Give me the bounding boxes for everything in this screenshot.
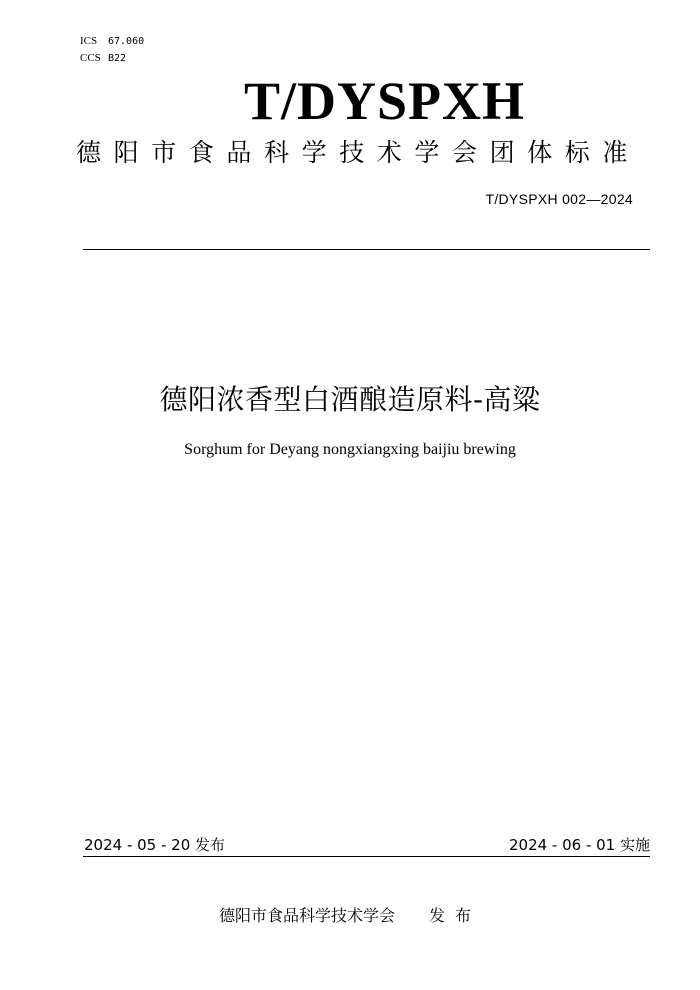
ccs-row — [80, 50, 144, 67]
issuer-action: 发布 — [429, 906, 482, 925]
issuer-name: 德阳市食品科学技术学会 — [218, 906, 395, 925]
document-title-cn: 德阳浓香型白酒酿造原料-高粱 — [159, 383, 541, 416]
footer-divider — [83, 856, 650, 857]
header-divider — [83, 249, 650, 250]
ccs-label: CCS — [80, 52, 101, 64]
ics-row — [80, 33, 144, 50]
organization-code: T/DYSPXH — [244, 71, 526, 131]
ics-label: ICS — [80, 35, 98, 47]
standard-type-heading: 德阳市食品科学技术学会团体标准 — [76, 138, 641, 167]
ccs-value: B22 — [108, 53, 127, 64]
standard-number: T/DYSPXH 002—2024 — [485, 191, 633, 207]
implement-date: 2024 - 06 - 01 实施 — [508, 836, 650, 854]
ics-value: 67.060 — [108, 36, 145, 47]
classification-codes — [80, 33, 144, 67]
issuer-line — [0, 903, 700, 926]
publish-date: 2024 - 05 - 20 发布 — [84, 836, 226, 854]
document-title-en: Sorghum for Deyang nongxiangxing baijiu brewing — [184, 441, 516, 458]
